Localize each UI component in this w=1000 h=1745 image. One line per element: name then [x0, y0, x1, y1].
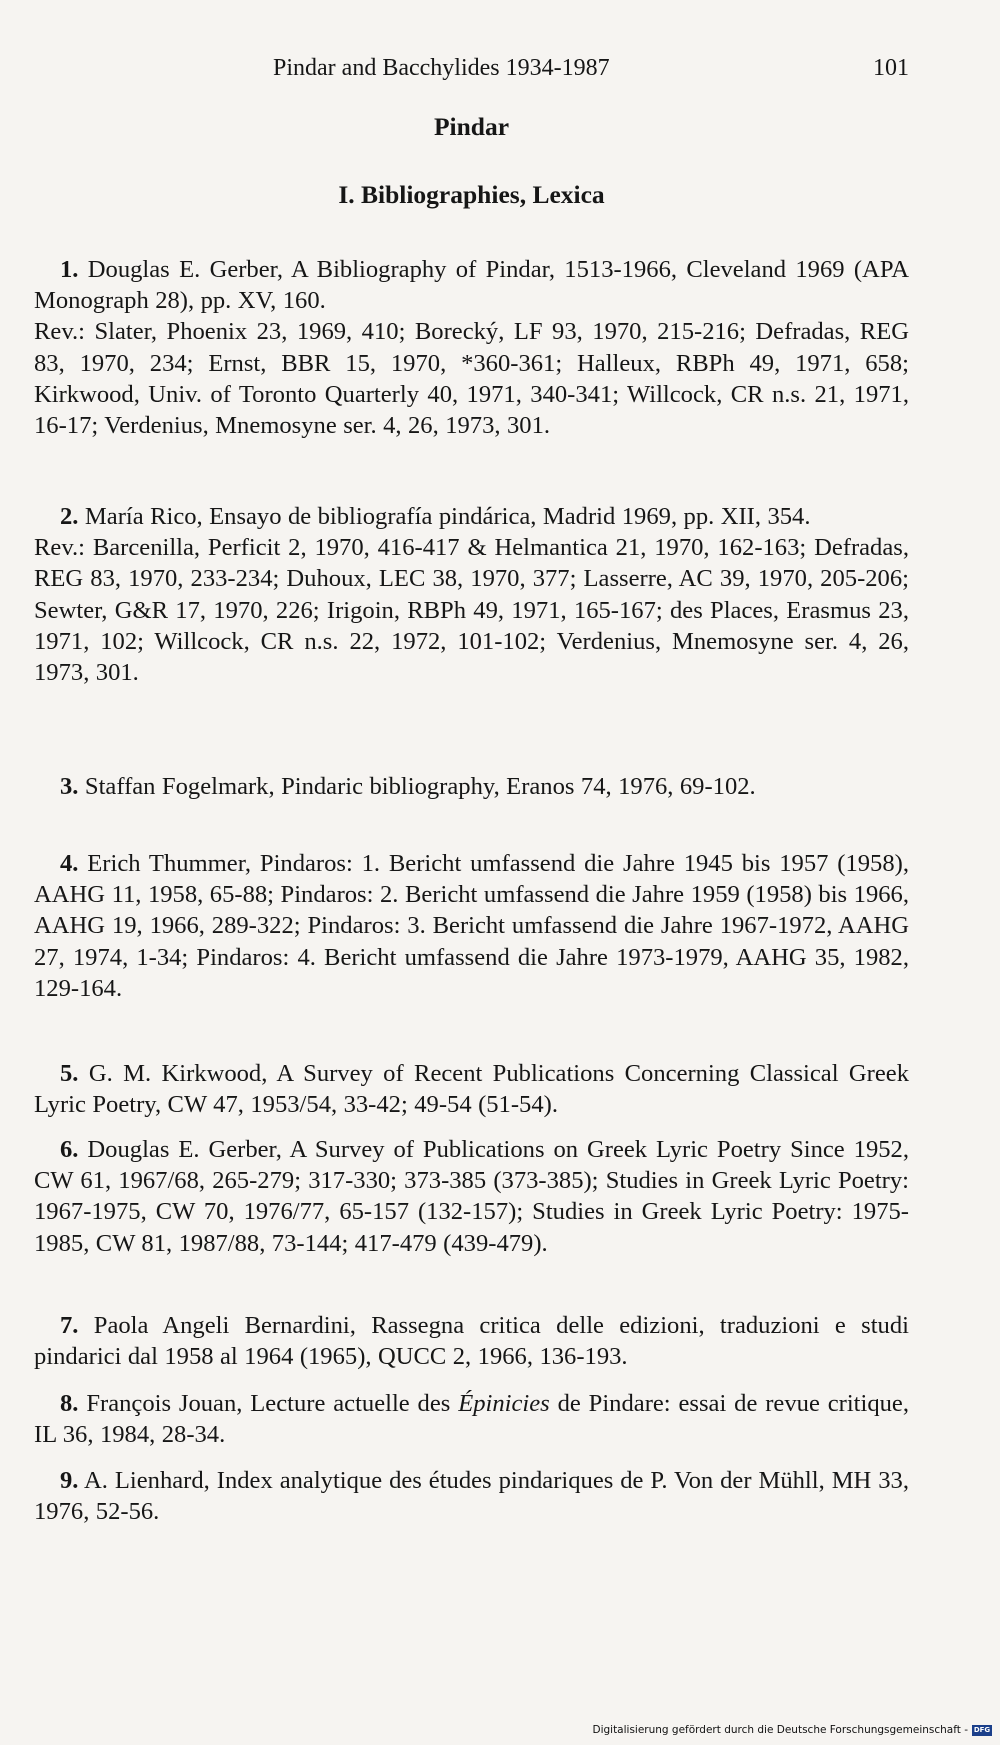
- entry-citation-start: François Jouan, Lecture actuelle des: [86, 1390, 459, 1417]
- entry-reviews: Rev.: Barcenilla, Perficit 2, 1970, 416-417 & Helmantica 21, 1970, 162-163; Defradas, REG 83, 1970, 233-234; Duhoux, LEC 38, 1970, 377; Lasserre, AC 39, 1970, 205-206; Sewter, G&R 17, 1970, 226; Irigoin, RBPh 49, 1971, 165-167; des Places, Erasmus 23, 1971, 102; Willcock, CR n.s. 22, 1972, 101-102; Verdenius, Mnemosyne ser. 4, 26, 1973, 301.: [34, 534, 909, 687]
- entry-citation-end: de Pindare: essai de revue critique, IL 36, 1984, 28-34.: [34, 1390, 909, 1449]
- entry-citation: Erich Thummer, Pindaros: 1. Bericht umfassend die Jahre 1945 bis 1957 (1958), AAHG 11, 1958, 65-88; Pindaros: 2. Bericht umfassend die Jahre 1959 (1958) bis 1966, AAHG 19, 1966, 289-322; Pindaros: 3. Bericht umfassend die Jahre 1967-1972, AAHG 27, 1974, 1-34; Pindaros: 4. Bericht umfassend die Jahre 1973-1979, AAHG 35, 1982, 129-164.: [34, 850, 909, 1002]
- entry-number: 4.: [60, 850, 79, 877]
- entry-number: 8.: [60, 1390, 79, 1417]
- entry-number: 1.: [60, 256, 79, 283]
- entry-number: 2.: [60, 503, 79, 530]
- entry-citation: Paola Angeli Bernardini, Rassegna critica delle edizioni, traduzioni e studi pindarici dal 1958 al 1964 (1965), QUCC 2, 1966, 136-193.: [34, 1312, 909, 1371]
- entry-number: 3.: [60, 773, 79, 800]
- bibliography-entry-2: [34, 501, 909, 688]
- dfg-logo: DFG: [973, 1725, 991, 1734]
- bibliography-entry-9: [34, 1465, 909, 1527]
- entry-citation: G. M. Kirkwood, A Survey of Recent Publications Concerning Classical Greek Lyric Poetry, CW 47, 1953/54, 33-42; 49-54 (51-54).: [34, 1060, 909, 1119]
- bibliography-entry-3: [34, 771, 909, 802]
- entry-citation: Staffan Fogelmark, Pindaric bibliography, Eranos 74, 1976, 69-102.: [84, 773, 756, 800]
- subsection-title: I. Bibliographies, Lexica: [338, 180, 605, 209]
- bibliography-entry-6: [34, 1134, 909, 1259]
- entry-number: 7.: [60, 1312, 79, 1339]
- bibliography-entry-8: [34, 1388, 909, 1450]
- bibliography-entry-5: [34, 1058, 909, 1120]
- digitization-note: Digitalisierung gefördert durch die Deutsche Forschungsgemeinschaft -: [592, 1724, 968, 1736]
- entry-number: 6.: [60, 1136, 79, 1163]
- entry-citation: María Rico, Ensayo de bibliografía pindárica, Madrid 1969, pp. XII, 354.: [84, 503, 811, 530]
- entry-citation: Douglas E. Gerber, A Bibliography of Pindar, 1513-1966, Cleveland 1969 (APA Monograph 28), pp. XV, 160.: [34, 256, 909, 315]
- entry-number: 9.: [60, 1467, 79, 1494]
- running-header: [34, 55, 909, 91]
- entry-number: 5.: [60, 1060, 79, 1087]
- digitization-footer: [592, 1724, 992, 1736]
- entry-citation: A. Lienhard, Index analytique des études pindariques de P. Von der Mühll, MH 33, 1976, 52-56.: [34, 1467, 910, 1526]
- section-title: Pindar: [433, 112, 510, 141]
- entry-citation: Douglas E. Gerber, A Survey of Publications on Greek Lyric Poetry Since 1952, CW 61, 1967/68, 265-279; 317-330; 373-385 (373-385); Studies in Greek Lyric Poetry: 1967-1975, CW 70, 1976/77, 65-157 (132-157); Studies in Greek Lyric Poetry: 1975-1985, CW 81, 1987/88, 73-144; 417-479 (439-479).: [34, 1136, 910, 1257]
- bibliography-entry-4: [34, 848, 909, 1004]
- running-title: Pindar and Bacchylides 1934-1987: [273, 55, 610, 81]
- entry-italic-title: Épinicies: [458, 1390, 550, 1417]
- bibliography-entry-7: [34, 1310, 909, 1372]
- bibliography-entry-1: [34, 254, 909, 441]
- page-number: 101: [873, 55, 909, 81]
- entry-reviews: Rev.: Slater, Phoenix 23, 1969, 410; Borecký, LF 93, 1970, 215-216; Defradas, REG 83, 1970, 234; Ernst, BBR 15, 1970, *360-361; Halleux, RBPh 49, 1971, 658; Kirkwood, Univ. of Toronto Quarterly 40, 1971, 340-341; Willcock, CR n.s. 21, 1971, 16-17; Verdenius, Mnemosyne ser. 4, 26, 1973, 301.: [34, 318, 909, 440]
